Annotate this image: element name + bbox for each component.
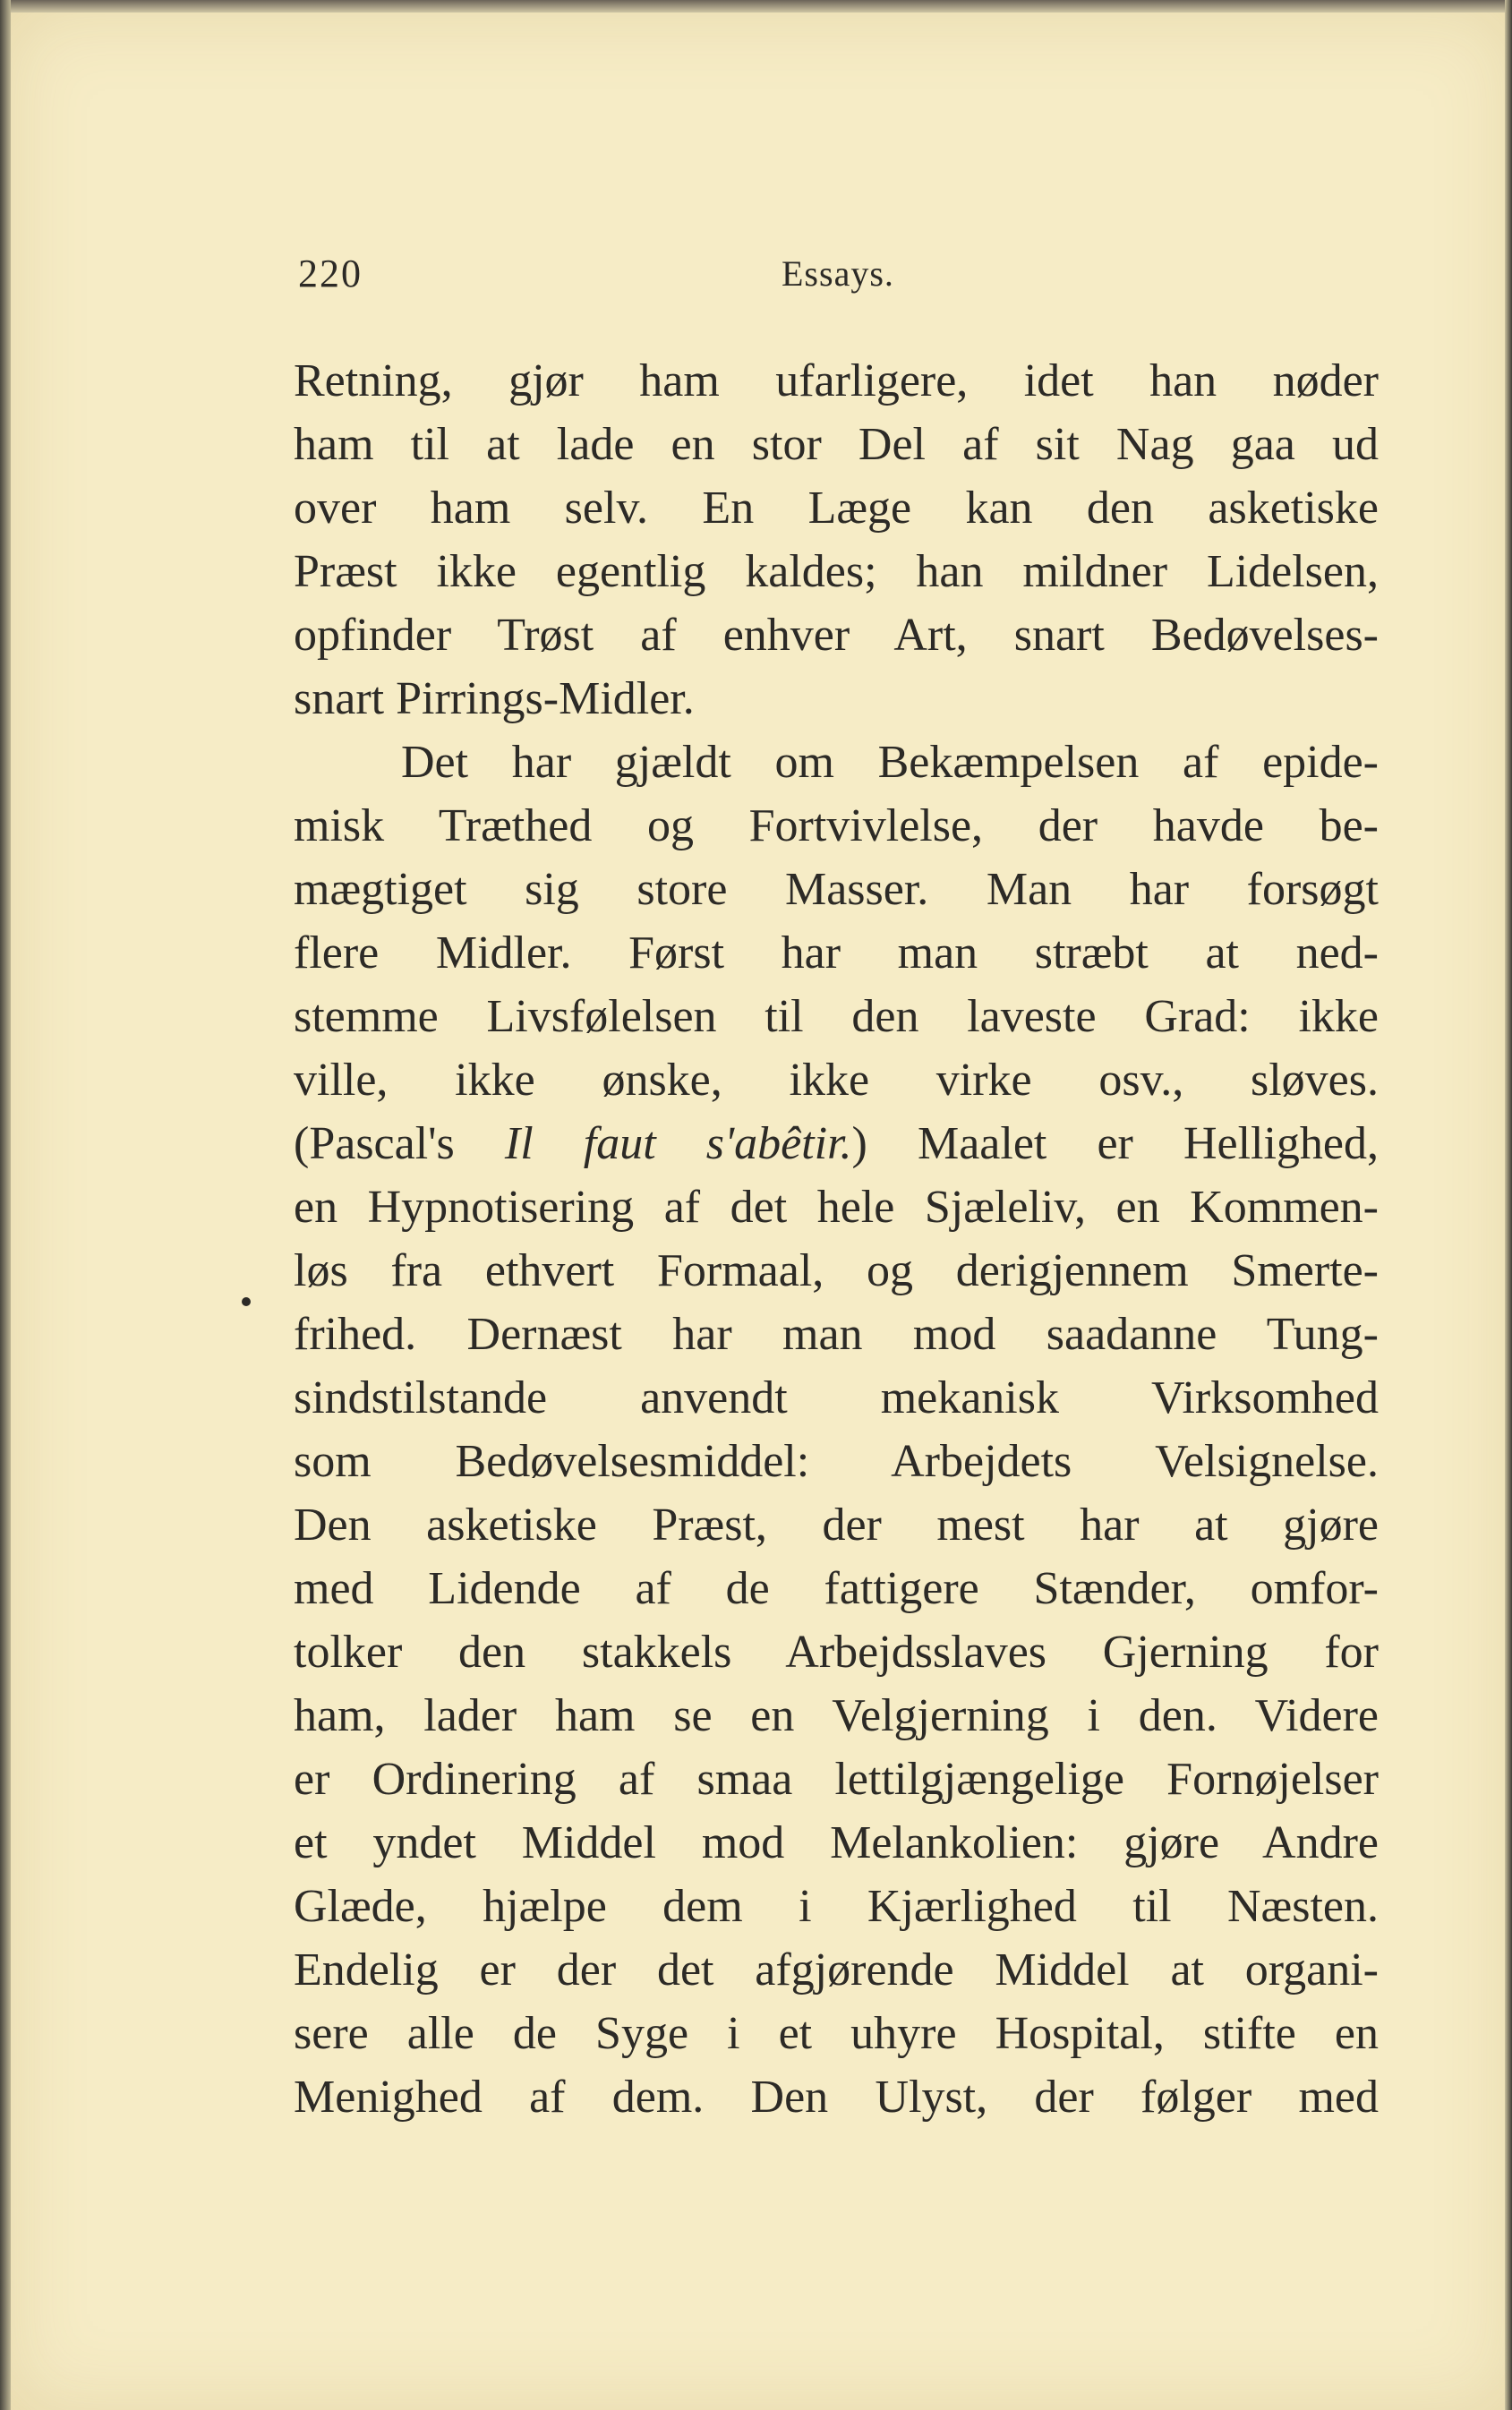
text-line: mægtiget sig store Masser. Man har forsøgt xyxy=(294,864,1379,915)
text-line: Endelig er der det afgjørende Middel at organi- xyxy=(294,1944,1379,1996)
text-line: tolker den stakkels Arbejdsslaves Gjerning for xyxy=(294,1627,1379,1678)
text-line: misk Træthed og Fortvivlelse, der havde be- xyxy=(294,800,1379,851)
text-line: som Bedøvelsesmiddel: Arbejdets Velsignelse. xyxy=(294,1436,1379,1487)
margin-dot xyxy=(242,1297,251,1306)
scan-edge-left xyxy=(0,0,11,2410)
text-line: er Ordinering af smaa lettilgjængelige Fornøjelser xyxy=(294,1754,1379,1805)
text-line: sindstilstande anvendt mekanisk Virksomhed xyxy=(294,1372,1379,1423)
text-line: Det har gjældt om Bekæmpelsen af epide- xyxy=(401,737,1379,788)
text-line-pascal xyxy=(294,1112,1379,1175)
text-line: med Lidende af de fattigere Stænder, omfor- xyxy=(294,1563,1379,1614)
text-line: stemme Livsfølelsen til den laveste Grad: ikke xyxy=(294,991,1379,1042)
pascal-quote: Il faut s'abêtir. xyxy=(504,1118,852,1169)
running-head: Essays. xyxy=(782,253,894,294)
text-line: flere Midler. Først har man stræbt at ned- xyxy=(294,927,1379,979)
text-line: ham til at lade en stor Del af sit Nag gaa ud xyxy=(294,419,1379,470)
body-text xyxy=(294,349,1379,2129)
page-header xyxy=(298,251,1379,304)
text-line: ham, lader ham se en Velgjerning i den. Videre xyxy=(294,1690,1379,1741)
page-number: 220 xyxy=(298,252,363,295)
pascal-open: (Pascal's xyxy=(294,1118,505,1169)
text-line: Retning, gjør ham ufarligere, idet han nøder xyxy=(294,355,1379,406)
text-line: løs fra ethvert Formaal, og derigjennem Smerte- xyxy=(294,1245,1379,1296)
text-line: opfinder Trøst af enhver Art, snart Bedøvelses- xyxy=(294,610,1379,661)
text-line: sere alle de Syge i et uhyre Hospital, stifte en xyxy=(294,2008,1379,2059)
text-line: en Hypnotisering af det hele Sjæleliv, en Kommen- xyxy=(294,1182,1379,1233)
scan-edge-top xyxy=(0,0,1512,13)
text-line: over ham selv. En Læge kan den asketiske xyxy=(294,483,1379,534)
text-line: frihed. Dernæst har man mod saadanne Tung- xyxy=(294,1309,1379,1360)
text-line: Præst ikke egentlig kaldes; han mildner Lidelsen, xyxy=(294,546,1379,597)
scan-edge-right xyxy=(1505,0,1512,2410)
text-line: snart Pirrings-Midler. xyxy=(294,673,695,724)
pascal-close: ) xyxy=(851,1118,918,1169)
text-line: et yndet Middel mod Melankolien: gjøre Andre xyxy=(294,1817,1379,1868)
text-line: Menighed af dem. Den Ulyst, der følger med xyxy=(294,2072,1379,2123)
text-line: ville, ikke ønske, ikke virke osv., sløves. xyxy=(294,1055,1379,1106)
text-line: Den asketiske Præst, der mest har at gjøre xyxy=(294,1500,1379,1551)
text-line: Glæde, hjælpe dem i Kjærlighed til Næsten. xyxy=(294,1881,1379,1932)
text-line-tail: Maalet er Hellighed, xyxy=(917,1118,1379,1169)
